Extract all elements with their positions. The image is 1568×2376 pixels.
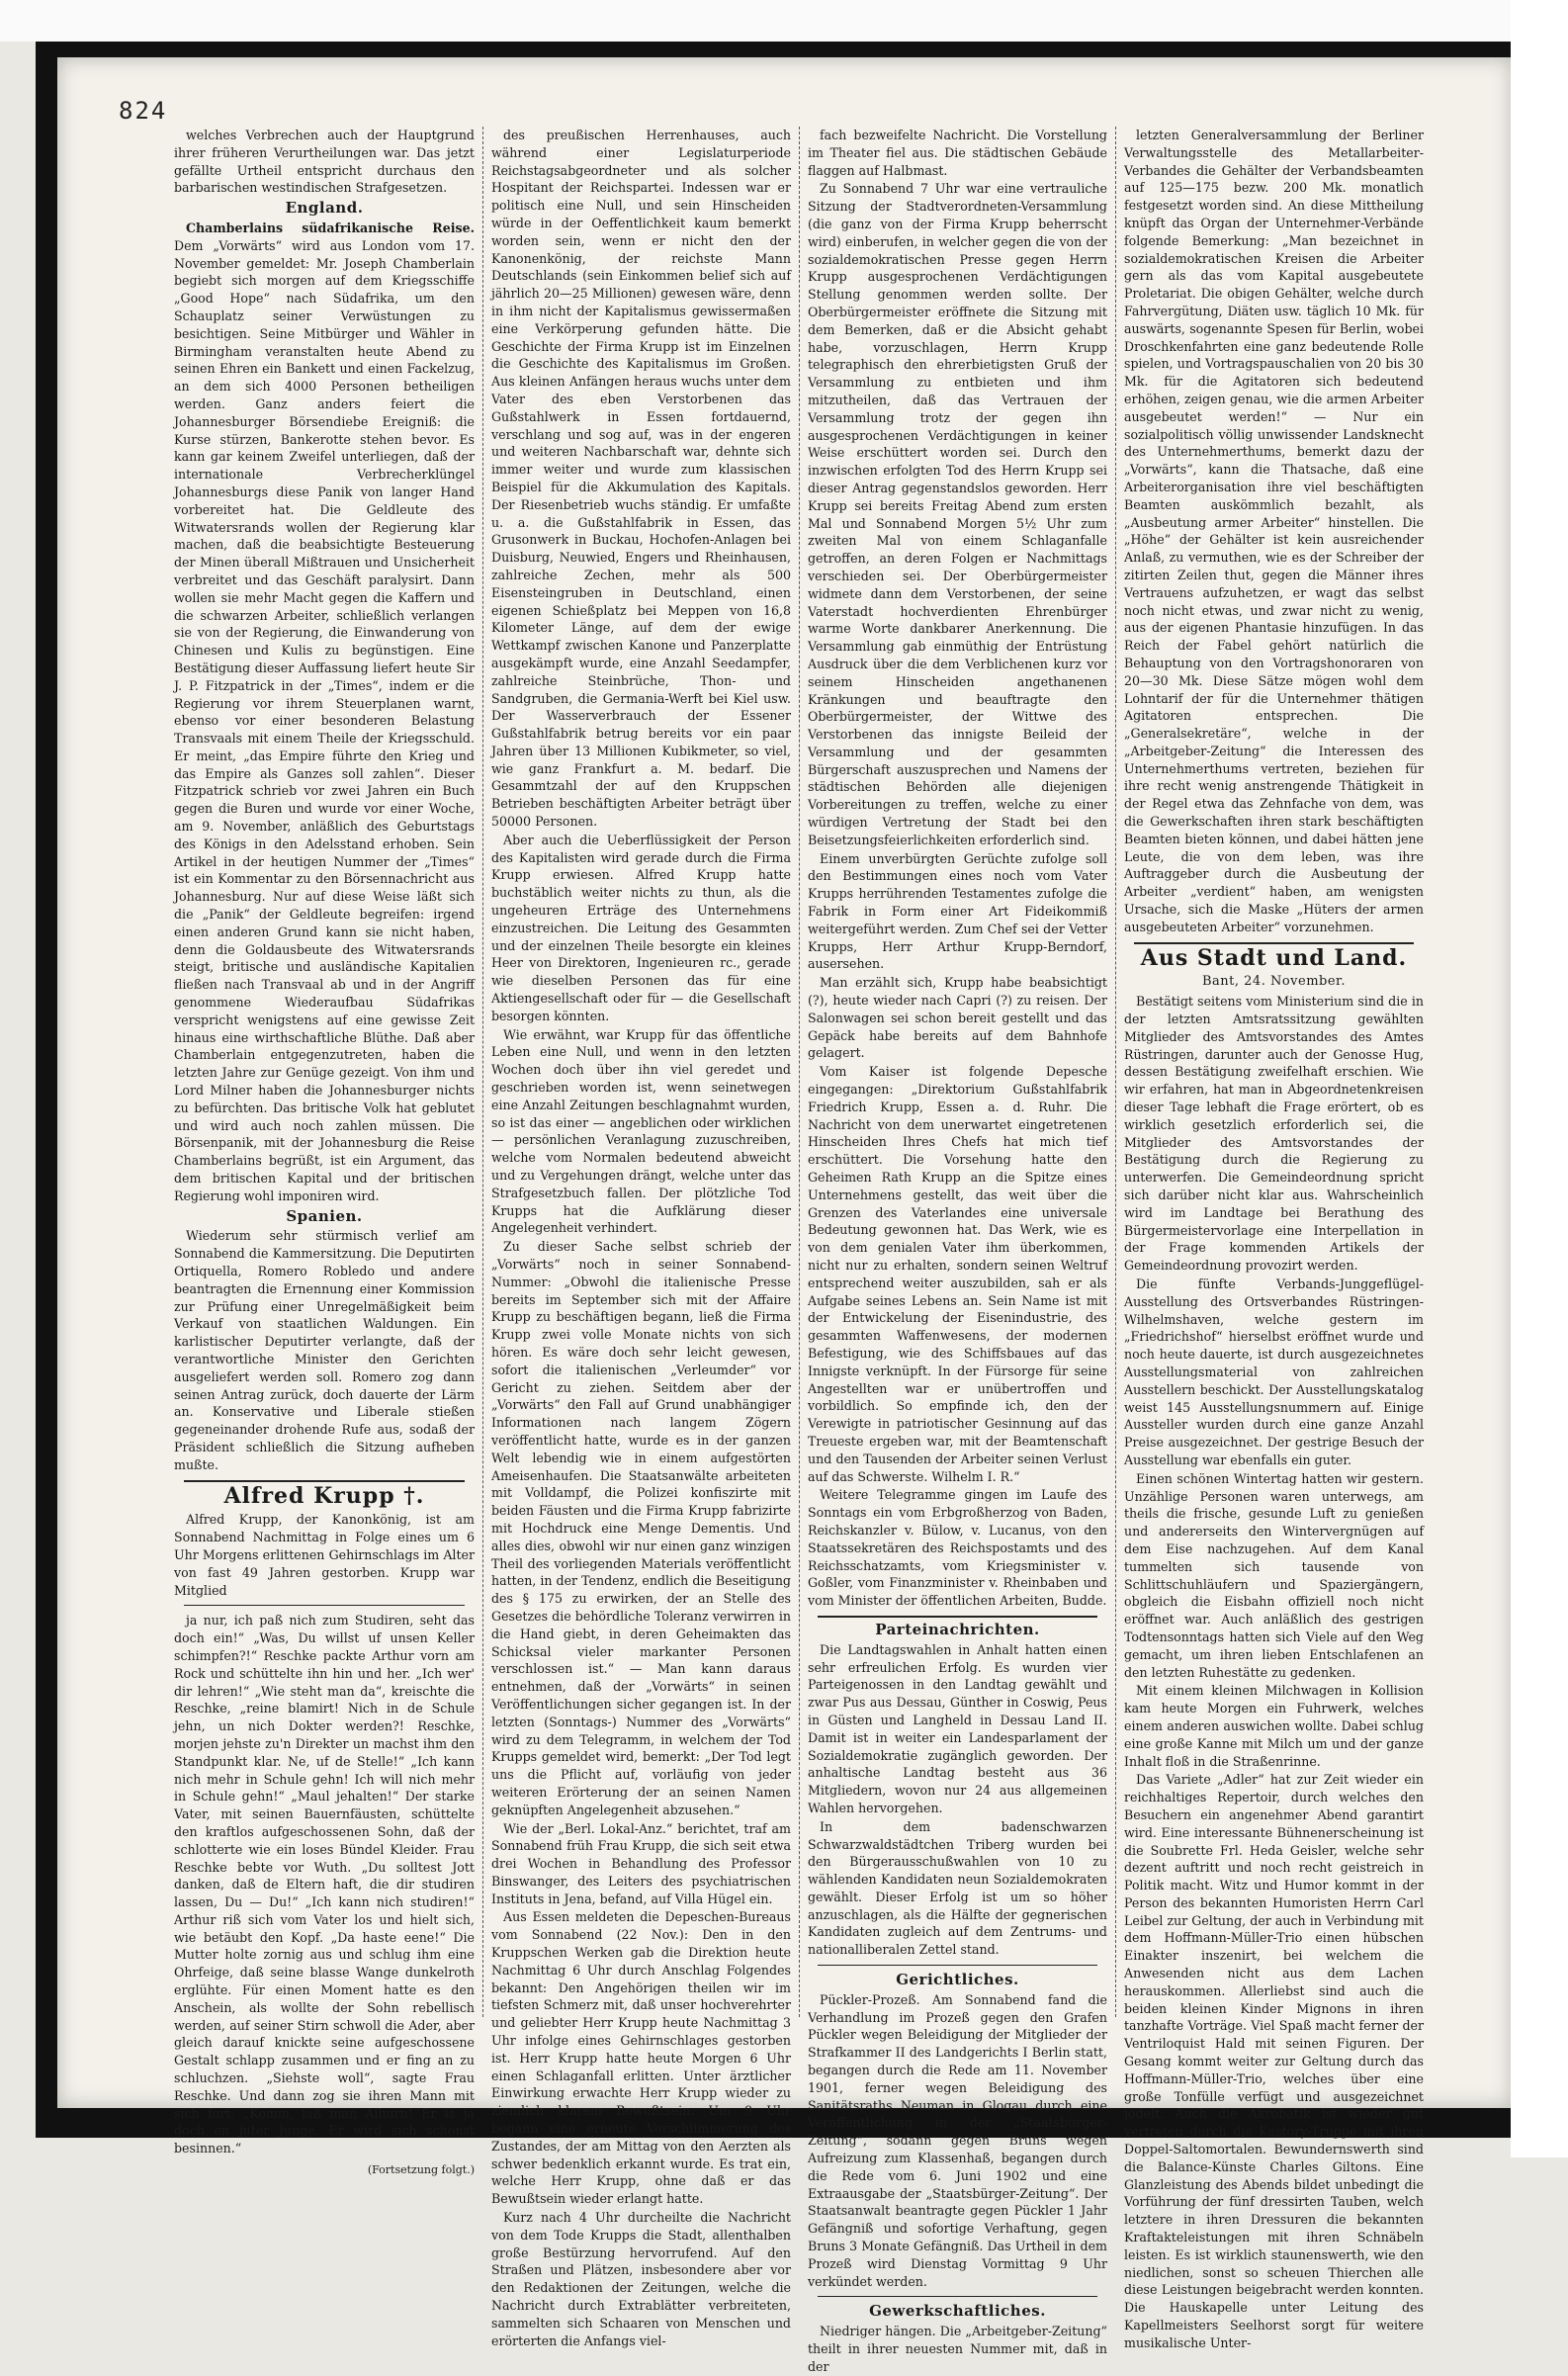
paragraph: Zu Sonnabend 7 Uhr war eine vertrauliche Sitzung der Stadtverordneten-Versammlung (die ganz von der Firma Krupp beherrscht wird) einberufen, in welcher gegen die von der sozialdemokratischen Presse gegen Herrn Krupp ausgesprochenen Verdächtigungen Stellung genommen werden sollte. Der Oberbürgermeister eröffnete die Sitzung mit dem Bemerken, daß er die Absicht gehabt habe, vorzuschlagen, Herrn Krupp telegraphisch den ehrerbietigsten Gruß der Versammlung zu entbieten und ihm mitzutheilen, daß das Vertrauen der Versammlung trotz der gegen ihn ausgesprochenen Verdächtigungen in keiner Weise erschüttert worden sei. Durch den inzwischen erfolgten Tod des Herrn Krupp sei dieser Antrag gegenstandslos geworden. Herr Krupp sei bereits Freitag Abend zum ersten Mal und Sonnabend Morgen 5½ Uhr zum zweiten Mal von einem Schlaganfalle getroffen, an deren Folgen er Nachmittags verschieden sei. Der Oberbürgermeister widmete dann dem Verstorbenen, der seine Vaterstadt hochverdienten Ehrenbürger warme Worte dankbarer Anerkennung. Die Versammlung gab einmüthig der Entrüstung Ausdruck über die dem Verblichenen kurz vor seinem Hinscheiden angethanenen Kränkungen und beauftragte den Oberbürgermeister, der Wittwe des Verstorbenen das innigste Beileid der Versammlung und der gesammten Bürgerschaft auszusprechen und Namens der städtischen Behörden alle diejenigen Vorbereitungen zu treffen, welche zu einer würdigen Vertretung der Stadt bei den Beisetzungsfeierlichkeiten erforderlich sind. [808, 181, 1107, 847]
divider [184, 1605, 465, 1606]
paragraph: Weitere Telegramme gingen im Laufe des Sonntags ein vom Erbgroßherzog von Baden, Reichskanzler v. Bülow, v. Lucanus, von den Staatssekretären des Reichspostamts und des Reichsschatzamts, vom Kriegsminister v. Goßler, vom Finanzminister v. Rheinbaben und vom Minister der öffentlichen Arbeiten, Budde. [808, 1487, 1107, 1609]
divider [818, 1616, 1097, 1618]
paragraph: Mit einem kleinen Milchwagen in Kollision kam heute Morgen ein Fuhrwerk, welches einem anderen auswichen wollte. Dabei schlug eine große Kanne mit Milch um und der ganze Inhalt floß in die Straßenrinne. [1124, 1683, 1424, 1769]
paragraph: des preußischen Herrenhauses, auch während einer Legislaturperiode Reichstagsabgeordneter und als solcher Hospitant der Reichspartei. Indessen war er politisch eine Null, und sein Hinscheiden würde in der Oeffentlichkeit kaum bemerkt worden sein, wenn er nicht den der Kanonenkönig, der reichste Mann Deutschlands (sein Einkommen belief sich auf jährlich 20—25 Millionen) gewesen wäre, denn in ihm nicht der Kapitalismus gewissermaßen eine Verkörperung gefunden hätte. Die Geschichte der Firma Krupp ist im Einzelnen die Geschichte des Kapitalismus im Großen. Aus kleinen Anfängen heraus wuchs unter dem Vater des eben Verstorbenen das Gußstahlwerk in Essen fortdauernd, verschlang und sog auf, was in der engeren und weiteren Nachbarschaft war, dehnte sich immer weiter und wurde zum klassischen Beispiel für die Akkumulation des Kapitals. Der Riesenbetrieb wuchs ständig. Er umfaßte u. a. die Gußstahlfabrik in Essen, das Grusonwerk in Buckau, Hochofen-Anlagen bei Duisburg, Neuwied, Engers und Rheinhausen, zahlreiche Zechen, mehr als 500 Eisensteingruben in Deutschland, einen eigenen Schießplatz bei Meppen von 16,8 Kilometer Länge, auf dem der ewige Wettkampf zwischen Kanone und Panzerplatte ausgekämpft wurde, eine Anzahl Seedampfer, zahlreiche Steinbrüche, Thon- und Sandgruben, die Germania-Werft bei Kiel usw. Der Wasserverbrauch der Essener Gußstahlfabrik betrug bereits vor ein paar Jahren über 13 Millionen Kubikmeter, so viel, wie ganz Frankfurt a. M. bedarf. Die Gesammtzahl der auf den Kruppschen Betrieben beschäftigten Arbeiter beträgt über 50000 Personen. [491, 128, 791, 830]
paragraph: Bestätigt seitens vom Ministerium sind die in der letzten Amtsratssitzung gewählten Mitglieder des Amtsvorstandes des Amtes Rüstringen, darunter auch der Genosse Hug, dessen Bestätigung zweifelhaft erschien. Wie wir erfahren, hat man in Abgeordnetenkreisen dieser Tage lebhaft die Frage erörtert, ob es wirklich gesetzlich erforderlich sei, die Mitglieder des Amtsvorstandes der Bestätigung durch die Regierung zu unterwerfen. Die Gemeindeordnung spricht sich darüber nicht klar aus. Wahrscheinlich wird im Landtage bei Berathung des Bürgermeistervorlage eine Interpellation in der Frage kommenden Artikels der Gemeindeordnung provozirt werden. [1124, 994, 1424, 1274]
paragraph: Aber auch die Ueberflüssigkeit der Person des Kapitalisten wird gerade durch die Firma Krupp erwiesen. Alfred Krupp hatte buchstäblich weiter nichts zu thun, als die ungeheuren Erträge des Unternehmens einzustreichen. Die Leitung des Gesammten und der einzelnen Theile besorgte ein kleines Heer von Direktoren, Ingenieuren rc., gerade wie dieselben Personen das für eine Aktiengesellschaft oder für — die Gesellschaft besorgen könnten. [491, 832, 791, 1023]
section-heading-england: England. [285, 199, 364, 218]
column-2 [482, 127, 799, 2348]
paragraph: welches Verbrechen auch der Hauptgrund ihrer früheren Verurtheilungen war. Das jetzt gefällte Urtheil entspricht durchaus den barbarischen westindischen Strafgesetzen. [174, 128, 475, 196]
paragraph: letzten Generalversammlung der Berliner Verwaltungsstelle des Metallarbeiter-Verbandes die Gehälter der Verbandsbeamten auf 125—175 bezw. 200 Mk. monatlich festgesetzt worden sind. An diese Mittheilung knüpft das Organ der Unternehmer-Verbände folgende Bemerkung: „Man bezeichnet in sozialdemokratischen Kreisen die Arbeiter gern als das vom Kapital ausgebeutete Proletariat. Die obigen Gehälter, welche durch Fahrvergütung, Diäten usw. täglich 10 Mk. für auswärts, sogenannte Spesen für Berlin, wobei Droschkenfahrten eine ganz bedeutende Rolle spielen, und Vortragspauschalien von 20 bis 30 Mk. für die Agitatoren sich bedeutend erhöhen, zeigen genau, wie die armen Arbeiter ausgebeutet werden!“ — Nur ein sozialpolitisch völlig unwissender Landsknecht des Unternehmerthums, bemerkt dazu der „Vorwärts“, kann die Thatsache, daß eine Arbeiterorganisation ihre viel beschäftigten Beamten auskömmlich bezahlt, als „Ausbeutung armer Arbeiter“ hinstellen. Die „Höhe“ der Gehälter ist kein ausreichender Anlaß, zu vermuthen, wie es der Schreiber der zitirten Zeilen thut, gegen die Männer ihres Vertrauens aufzuhetzen, er wagt das selbst noch nicht etwas, und zwar nicht zu wenig, aus der eigenen Phantasie hinzufügen. In das Reich der Fabel gehört natürlich die Behauptung von den Vortragshonoraren von 20—30 Mk. Diese Sätze mögen wohl dem Lohntarif der für die Unternehmer thätigen Agitatoren entsprechen. Die „Generalsekretäre“, welche in der „Arbeitgeber-Zeitung“ die Interessen des Unternehmerthums vertreten, beziehen für ihre recht wenig anstrengende Thätigkeit in der Regel etwa das Zehnfache von dem, was die Gewerkschaften ihren stark beschäftigten Beamten bieten können, und dabei hätten jene Leute, die von dem leben, was ihre Auftraggeber durch die Ausbeutung der Arbeiter „verdient“ haben, am wenigsten Ursache, sich die Maske „Hüters der armen ausgebeuteten Arbeiter“ vorzunehmen. [1124, 128, 1424, 934]
page-number: 824 [119, 97, 168, 125]
continuation-note: (Fortsetzung folgt.) [367, 2163, 475, 2177]
paragraph: Zu dieser Sache selbst schrieb der „Vorwärts“ noch in seiner Sonnabend-Nummer: „Obwohl die italienische Presse bereits im September sich mit der Affaire Krupp zu beschäftigen begann, ließ die Firma Krupp zwei volle Monate nichts von sich hören. Es wäre doch sehr leicht gewesen, sofort die italienischen „Verleumder“ vor Gericht zu ziehen. Seitdem aber der „Vorwärts“ den Fall auf Grund unabhängiger Informationen nach langem Zögern veröffentlicht hatte, wurde es in der ganzen Welt lebendig wie in einem aufgestörten Ameisenhaufen. Die Staatsanwälte arbeiteten mit Volldampf, die Polizei konfiszirte mit beiden Fäusten und die Firma Krupp fabrizirte mit Hochdruck eine Menge Dementis. Und alles dies, obwohl wir nur einen ganz winzigen Theil des vorliegenden Materials veröffentlicht hatten, in der Tendenz, endlich die Beseitigung des § 175 zu erwirken, der an Stelle des Gesetzes die behördliche Toleranz verwirren in die Hand giebt, in deren Geheimakten das Schicksal vieler markanter Personen verschlossen ist.“ — Man kann daraus entnehmen, daß der „Vorwärts“ in seinen Veröffentlichungen sicher gegangen ist. In der letzten (Sonntags-) Nummer des „Vorwärts“ wird zu dem Telegramm, in welchem der Tod Krupps gemeldet wird, bemerkt: „Der Tod legt uns die Pflicht auf, vorläufig von jeder weiteren Erörterung der an seinen Namen geknüpften Angelegenheit abzusehen.“ [491, 1239, 791, 1817]
paragraph-text: Dem „Vorwärts“ wird aus London vom 17. November gemeldet: Mr. Joseph Chamberlain begiebt sich morgen auf dem Kriegsschiffe „Good Hope“ nach Südafrika, um den Schauplatz seiner Verwüstungen zu besichtigen. Seine Mitbürger und Wähler in Birmingham veranstalten heute Abend zu seinen Ehren ein Bankett und einen Fackelzug, an dem sich 4000 Personen betheiligen werden. Ganz anders feiert die Johannesburger Börsendiebe Ereigniß: die Kurse stürzen, Bankerotte stehen bevor. Es kann gar keinem Zweifel unterliegen, daß der internationale Verbrecherklüngel Johannesburgs diese Panik von langer Hand vorbereitet hat. Die Geldleute des Witwatersrands wollen der Regierung klar machen, daß die beabsichtigte Besteuerung der Minen überall Mißtrauen und Unsicherheit verbreitet und das Geschäft paralysirt. Dann wollen sie mehr Macht gegen die Kaffern und die schwarzen Arbeiter, schließlich verlangen sie von der Regierung, die Einwanderung von Chinesen und Kulis zu begünstigen. Eine Bestätigung dieser Auffassung liefert heute Sir J. P. Fitzpatrick in der „Times“, indem er die Regierung vor ihrem Steuerplanen warnt, ebenso vor einer besonderen Belastung Transvaals mit einem Theile der Kriegsschuld. Er meint, „das Empire führte den Krieg und das Empire als Ganzes soll zahlen“. Dieser Fitzpatrick schrieb vor zwei Jahren ein Buch gegen die Buren und wurde vor einer Woche, am 9. November, anläßlich des Geburtstags des Königs in den Adelsstand erhoben. Sein Artikel in der heutigen Nummer der „Times“ ist ein Kommentar zu den Börsennachricht aus Johannesburg. Nur auf diese Weise läßt sich die „Panik“ der Geldleute begreifen: irgend einen anderen Grund kann sie nicht haben, denn die Goldausbeute des Witwatersrands steigt, britische und ausländische Kapitalien fließen nach Transvaal ab und in der Angriff genommene Wiederaufbau Südafrikas verspricht wenigstens auf eine gewisse Zeit hinaus eine wirthschaftliche Blüthe. Daß aber Chamberlain entgegenzutreten, haben die letzten Jahre zur Genüge gezeigt. Von ihm und Lord Milner haben die Johannesburger nichts zu befürchten. Das britische Volk hat geblutet und wird auch noch zahlen müssen. Die Börsenpanik, mit der Johannesburg die Reise Chamberlains begrüßt, ist ein Argument, das dem britischen Kapital und der britischen Regierung wohl imponiren wird. [174, 237, 475, 1203]
paragraph: fach bezweifelte Nachricht. Die Vorstellung im Theater fiel aus. Die städtischen Gebäude flaggen auf Halbmast. [808, 128, 1107, 178]
paragraph: Aus Essen meldeten die Depeschen-Bureaus vom Sonnabend (22 Nov.): Den in den Kruppschen Werken gab die Direktion heute Nachmittag 6 Uhr durch Anschlag Folgendes bekannt: Den Angehörigen theilen wir im tiefsten Schmerz mit, daß unser hochverehrter und geliebter Herr Krupp heute Nachmittag 3 Uhr infolge eines Gehirnschlages gestorben ist. Herr Krupp hatte heute Morgen 6 Uhr einen Schlaganfall erlitten. Unter ärztlicher Einwirkung erwachte Herr Krupp wieder zu ziemlich klarem Bewußtsein. Um 9 Uhr begann eine erneute Verschlimmerung des Zustandes, der am Mittag von den Aerzten als schwer bedenklich erkannt wurde. Es trat ein, welche Herr Krupp, ohne daß er das Bewußtsein wieder erlangt hatte. [491, 1909, 791, 2207]
feuilleton-paragraph: ja nur, ich paß nich zum Studiren, seht das doch ein!“ „Was, Du willst uf unsen Keller schimpfen?!“ Reschke packte Arthur vorn am Rock und schüttelte ihn hin und her. „Ich wer' dir lehren!“ „Wie steht man da“, kreischte die Reschke, „reine blamirt! Nich in de Schule jehn, un nich Dokter werden?! Reschke, morjen jehste zu'n Direkter un machst ihm den Standpunkt klar. Ne, uf de Stelle!“ „Ich kann nich mehr in Schule gehn! Ich will nich mehr in Schule gehn!“ „Maul jehalten!“ Der starke Vater, mit seinen Bauernfäusten, schüttelte den kraftlos aufgeschossenen Sohn, daß der schlotterte wie ein loses Bündel Kleider. Frau Reschke bebte vor Wuth. „Du solltest Jott danken, daß de Eltern haft, die dir studiren lassen, Du — Du!“ „Ich kann nich studiren!“ Arthur riß sich vom Vater los und hielt sich, wie betäubt den Kopf. „Da haste eene!“ Die Mutter holte zornig aus und schlug ihm eine Ohrfeige, daß seine blasse Wange dunkelroth erglühte. Für einen Moment hatte es den Anschein, als wollte der Sohn rebellisch werden, auf seiner Stirn schwoll die Ader, aber gleich darauf knickte seine aufgeschossene Gestalt schlapp zusammen und er fing an zu schluchzen. „Siehste woll“, sagte Frau Reschke. Und dann zog sie ihren Mann mit sich fort. „Komm, laß man Aihurn! Er is ja doch en juter Junge. Er wird sich schonst besinnen.“ [174, 1613, 475, 2156]
paragraph: Vom Kaiser ist folgende Depesche eingegangen: „Direktorium Gußstahlfabrik Friedrich Krupp, Essen a. d. Ruhr. Die Nachricht von dem unerwartet eingetretenen Hinscheiden Ihres Chefs hat mich tief erschüttert. Die Vorsehung hatte den Geheimen Rath Krupp an die Spitze eines Unternehmens gestellt, das weit über die Grenzen des Vaterlandes eine universale Bedeutung gewonnen hat. Das Werk, wie es von dem genialen Vater ihm überkommen, nicht nur zu erhalten, sondern seinen Weltruf entsprechend weiter auszubilden, sah er als Aufgabe seines Lebens an. Sein Name ist mit der Entwickelung der Eisenindustrie, des gesammten Waffenwesens, der modernen Befestigung, wie des Schiffsbaues auf das Innigste verknüpft. In der Fürsorge für seine Angestellten war er unübertroffen und vorbildlich. So empfinde ich, den der Verewigte in patriotischer Gesinnung auf das Treueste ergeben war, mit der Beamtenschaft und den Tausenden der Arbeiter seinen Verlust auf das Schwerste. Wilhelm I. R.“ [808, 1064, 1107, 1484]
paragraph: Die fünfte Verbands-Junggeflügel-Ausstellung des Ortsverbandes Rüstringen-Wilhelmshaven, welche gestern im „Friedrichshof“ hierselbst eröffnet wurde und noch heute dauerte, ist durch ausgezeichnetes Ausstellungsmaterial von zahlreichen Ausstellern beschickt. Der Ausstellungskatalog weist 145 Ausstellungsnummern auf. Einige Aussteller wurden durch eine ganze Anzahl Preise ausgezeichnet. Der gestrige Besuch der Ausstellung war ebenfalls ein guter. [1124, 1276, 1424, 1467]
section-heading-spanien: Spanien. [286, 1206, 363, 1225]
paragraph: Man erzählt sich, Krupp habe beabsichtigt (?), heute wieder nach Capri (?) zu reisen. Der Salonwagen sei schon bereit gestellt und das Gepäck habe bereits auf dem Bahnhofe gelagert. [808, 975, 1107, 1061]
section-heading-gericht: Gerichtliches. [896, 1971, 1019, 1989]
column-1 [166, 127, 482, 2177]
section-heading-partei: Parteinachrichten. [875, 1620, 1040, 1638]
paragraph: Wie erwähnt, war Krupp für das öffentliche Leben eine Null, und wenn in den letzten Wochen doch über ihn viel geredet und geschrieben worden ist, wenn seinetwegen eine Anzahl Zeitungen beschlagnahmt wurden, so ist das einer — angeblichen oder wirklichen — persönlichen Veranlagung zuzuschreiben, welche vom Normalen bedeutend abweicht und zu Vergehungen drängt, welche unter das Strafgesetzbuch fallen. Der plötzliche Tod Krupps hat die Aufklärung dieser Angelegenheit verhindert. [491, 1026, 791, 1236]
paragraph-lead: Chamberlains südafrikanische Reise. [186, 220, 475, 235]
columns [166, 127, 1432, 2374]
divider [1134, 942, 1414, 944]
paragraph: Alfred Krupp, der Kanonkönig, ist am Sonnabend Nachmittag in Folge eines um 6 Uhr Morgens erlittenen Gehirnschlags im Alter von fast 49 Jahren gestorben. Krupp war Mitglied [174, 1512, 475, 1598]
paragraph: Einen schönen Wintertag hatten wir gestern. Unzählige Personen waren unterwegs, am theils die frische, gesunde Luft zu genießen und andererseits den Wintervergnügen auf dem Eise nachzugehen. Auf dem Kanal tummelten sich tausende von Schlittschuhläufern und Spaziergängern, obgleich die Eisbahn offiziell noch nicht eröffnet war. Auch anläßlich des gestrigen Todtensonntags hatten sich Viele auf den Weg gemacht, um ihren lieben Entschlafenen an den letzten Ruhestätte zu gedenken. [1124, 1470, 1424, 1680]
scan-top-margin [0, 0, 1568, 42]
paragraph: Niedriger hängen. Die „Arbeitgeber-Zeitung“ theilt in ihrer neuesten Nummer mit, daß in der [808, 2324, 1107, 2374]
paragraph: Wie der „Berl. Lokal-Anz.“ berichtet, traf am Sonnabend früh Frau Krupp, die sich seit etwa drei Wochen in Behandlung des Professor Binswanger, des Leiters des psychiatrischen Instituts in Jena, befand, auf Villa Hügel ein. [491, 1820, 791, 1906]
paragraph: Die Landtagswahlen in Anhalt hatten einen sehr erfreulichen Erfolg. Es wurden vier Parteigenossen in den Landtag gewählt und zwar Pus aus Dessau, Günther in Coswig, Peus in Güsten und Langheld in Dessau Land II. Damit ist in weiter ein Landesparlament der Sozialdemokratie zugänglich geworden. Der anhaltische Landtag besteht aus 36 Mitgliedern, wovon nur 24 aus allgemeinen Wahlen hervorgehen. [808, 1641, 1107, 1815]
divider [818, 1965, 1097, 1966]
section-heading-krupp: Alfred Krupp †. [223, 1482, 425, 1509]
divider [184, 1480, 465, 1482]
paragraph: Wiederum sehr stürmisch verlief am Sonnabend die Kammersitzung. Die Deputirten Ortiquella, Romero Robledo und andere beantragten die Ernennung einer Kommission zur Prüfung einer Unregelmäßigkeit beim Verkauf von staatlichen Waldungen. Ein karlistischer Deputirter verlangte, daß der verantwortliche Minister den Gerichten ausgeliefert werden soll. Romero zog dann seinen Antrag zurück, doch dauerte der Lärm an. Konservative und Liberale stießen gegeneinander drohende Rufe aus, sodaß der Präsident schließlich die Sitzung aufheben mußte. [174, 1228, 475, 1472]
dateline: Bant, 24. November. [1202, 974, 1346, 990]
paragraph: Einem unverbürgten Gerüchte zufolge soll den Bestimmungen eines noch vom Vater Krupps herrührenden Testamentes zufolge die Fabrik in Form einer Art Fideikommiß weitergeführt werden. Zum Chef sei der Vetter Krupps, Herr Arthur Krupp-Berndorf, ausersehen. [808, 850, 1107, 972]
section-heading-stadt-land: Aus Stadt und Land. [1140, 944, 1408, 971]
paragraph [174, 220, 475, 1205]
paragraph: Pückler-Prozeß. Am Sonnabend fand die Verhandlung im Prozeß gegen den Grafen Pückler wegen Beleidigung der Mitglieder der Strafkammer II des Landgerichts I Berlin statt, begangen durch die Rede am 11. November 1901, ferner wegen Beleidigung des Sanitätsraths Neuman in Glogau durch eine Veröffentlichung in der „Staatsbürger-Zeitung“, sodann gegen Bruns wegen Aufreizung zum Klassenhaß, begangen durch die Rede vom 6. Juni 1902 und eine Extraausgabe der „Staatsbürger-Zeitung“. Der Staatsanwalt beantragte gegen Pückler 1 Jahr Gefängniß und sofortige Verhaftung, gegen Bruns 3 Monate Gefängniß. Das Urtheil in dem Prozeß wird Dienstag Vormittag 9 Uhr verkündet werden. [808, 1991, 1107, 2289]
column-3 [799, 127, 1115, 2374]
paragraph: Kurz nach 4 Uhr durcheilte die Nachricht von dem Tode Krupps die Stadt, allenthalben große Bestürzung hervorrufend. Auf den Straßen und Plätzen, insbesondere aber vor den Redaktionen der Zeitungen, welche die Nachricht durch Extrablätter verbreiteten, sammelten sich Schaaren von Menschen und erörterten die Anfangs viel- [491, 2210, 791, 2348]
column-4 [1115, 127, 1432, 2350]
divider [818, 2296, 1097, 2297]
scan-right-margin [1511, 0, 1568, 2157]
section-heading-gewerkschaft: Gewerkschaftliches. [869, 2302, 1046, 2321]
paragraph: Das Variete „Adler“ hat zur Zeit wieder ein reichhaltiges Repertoir, durch welches den Besuchern ein angenehmer Abend garantirt wird. Eine interessante Bühnenerscheinung ist die Soubrette Frl. Heda Geisler, welche sehr dezent auftritt und noch recht geistreich in Politik macht. Witz und Humor kommt in der Person des bekannten Humoristen Herrn Carl Leibel zur Geltung, der auch in Verbindung mit dem Hoffmann-Müller-Trio einen hübschen Einakter inszenirt, bei welchem die Anwesenden nicht aus dem Lachen herauskommen. Allerliebst sind auch die beiden kleinen Kinder Mignons in ihren tanzhafte Vorträge. Viel Spaß macht ferner der Ventriloquist Hald mit seinen Figuren. Der Gesang kommt weiter zur Geltung durch das Hoffmann-Müller-Trio, welches über eine große Tonfülle verfügt und ausgezeichnet jodelt. Auch die Akrobatik ist wieder gut vertreten durch die Kastory-Truppe mit ihren Doppel-Saltomortalen. Bewundernswerth sind die Balance-Künste Charles Giltons. Eine Glanzleistung des Abends bildet unbedingt die Vorführung der fünf dressirten Tauben, welch letztere in ihren Dressuren die bekannten Kraftakteleistungen mit ihren Schnäbeln leisten. Es ist wirklich staunenswerth, wie den niedlichen, sonst so scheuen Thierchen alle diese Leistungen beigebracht werden konnten. Die Hauskapelle unter Leitung des Kapellmeisters Seelhorst sorgt für weitere musikalische Unter- [1124, 1772, 1424, 2350]
paragraph: In dem badenschwarzen Schwarzwaldstädtchen Triberg wurden bei den Bürgerausschußwahlen von 10 zu wählenden Kandidaten neun Sozialdemokraten gewählt. Dieser Erfolg ist um so höher anzuschlagen, als die Hälfte der gegnerischen Kandidaten zugleich auf dem Zentrums- und nationalliberalen Zettel stand. [808, 1818, 1107, 1958]
